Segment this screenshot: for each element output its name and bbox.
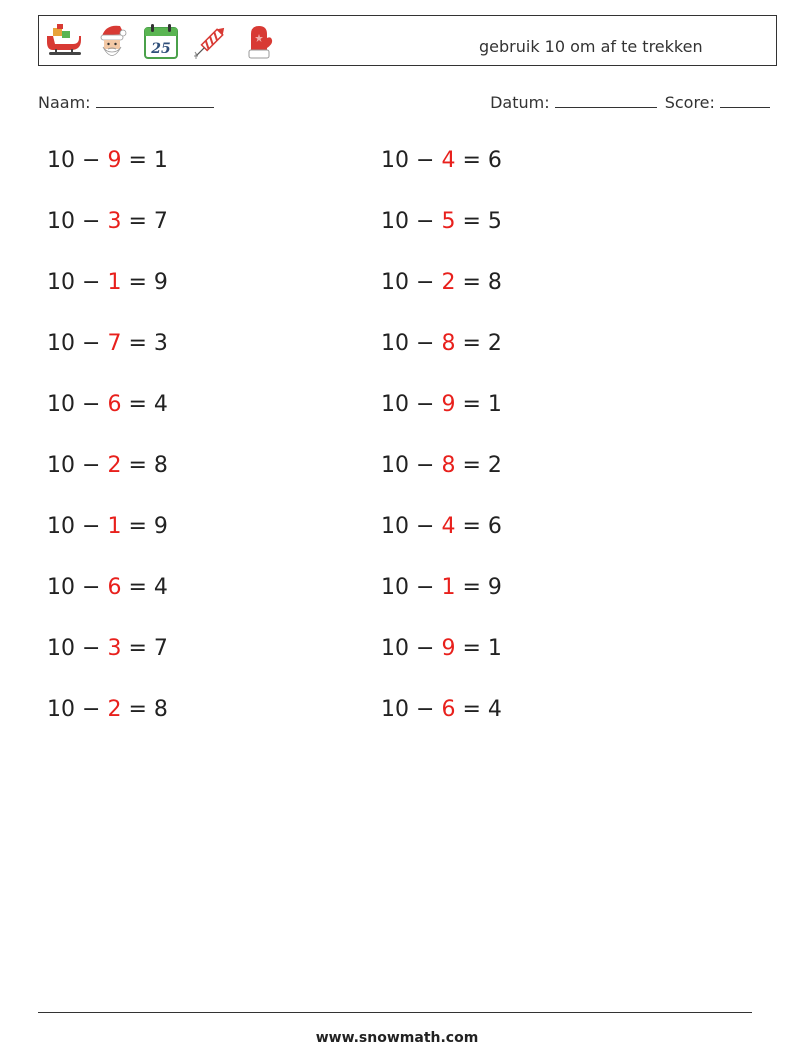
minuend: 10 (47, 331, 75, 356)
problem-row (47, 209, 168, 234)
minus-sign: − (82, 392, 101, 417)
problem-row (381, 636, 502, 661)
answer-value: 2 (107, 453, 122, 478)
minuend: 10 (381, 697, 409, 722)
answer-value: 5 (441, 209, 456, 234)
minus-sign: − (82, 636, 101, 661)
equals-sign: = (128, 453, 147, 478)
answer-value: 8 (441, 331, 456, 356)
problem-row (47, 636, 168, 661)
problem-row (47, 453, 168, 478)
equals-sign: = (462, 636, 481, 661)
minus-sign: − (82, 209, 101, 234)
equals-sign: = (462, 331, 481, 356)
name-line (96, 93, 214, 108)
name-field (38, 93, 214, 112)
equals-sign: = (128, 697, 147, 722)
minus-sign: − (416, 331, 435, 356)
minus-sign: − (416, 697, 435, 722)
answer-value: 4 (441, 514, 456, 539)
equals-sign: = (462, 270, 481, 295)
minus-sign: − (82, 514, 101, 539)
problem-row (47, 331, 168, 356)
worksheet-title: gebruik 10 om af te trekken (479, 37, 703, 56)
equals-sign: = (128, 514, 147, 539)
equals-sign: = (128, 392, 147, 417)
difference: 7 (153, 209, 168, 234)
difference: 4 (153, 392, 168, 417)
difference: 9 (153, 514, 168, 539)
equals-sign: = (462, 209, 481, 234)
date-score-fields (490, 93, 770, 112)
problem-row (381, 209, 502, 234)
problem-row (47, 148, 168, 173)
problem-row (47, 514, 168, 539)
minus-sign: − (416, 148, 435, 173)
difference: 2 (487, 331, 502, 356)
minuend: 10 (381, 148, 409, 173)
problem-row (381, 514, 502, 539)
answer-value: 6 (107, 575, 122, 600)
answer-value: 8 (441, 453, 456, 478)
problem-row (381, 697, 502, 722)
difference: 4 (153, 575, 168, 600)
minuend: 10 (381, 514, 409, 539)
problem-row (381, 575, 502, 600)
footer-divider (38, 1012, 752, 1013)
problem-row (47, 575, 168, 600)
minuend: 10 (381, 453, 409, 478)
answer-value: 4 (441, 148, 456, 173)
answer-value: 3 (107, 209, 122, 234)
difference: 8 (153, 697, 168, 722)
calendar-day: 25 (151, 41, 171, 57)
minuend: 10 (47, 209, 75, 234)
equals-sign: = (128, 148, 147, 173)
minus-sign: − (82, 575, 101, 600)
equals-sign: = (462, 392, 481, 417)
score-line (720, 93, 770, 108)
answer-value: 1 (107, 514, 122, 539)
problem-row (381, 331, 502, 356)
difference: 6 (487, 514, 502, 539)
difference: 1 (487, 392, 502, 417)
equals-sign: = (128, 636, 147, 661)
answer-value: 2 (107, 697, 122, 722)
answer-value: 6 (107, 392, 122, 417)
difference: 3 (153, 331, 168, 356)
answer-value: 9 (441, 392, 456, 417)
minuend: 10 (47, 148, 75, 173)
minus-sign: − (416, 514, 435, 539)
minus-sign: − (82, 270, 101, 295)
sleigh-icon (43, 22, 83, 62)
minus-sign: − (416, 270, 435, 295)
difference: 7 (153, 636, 168, 661)
answer-value: 7 (107, 331, 122, 356)
equals-sign: = (462, 148, 481, 173)
minuend: 10 (47, 514, 75, 539)
minuend: 10 (47, 453, 75, 478)
score-label: Score: (664, 93, 715, 112)
score-field (665, 93, 770, 112)
equals-sign: = (128, 270, 147, 295)
minuend: 10 (47, 697, 75, 722)
difference: 1 (153, 148, 168, 173)
equals-sign: = (462, 514, 481, 539)
header-icons (43, 22, 279, 62)
minus-sign: − (82, 148, 101, 173)
difference: 9 (153, 270, 168, 295)
difference: 6 (487, 148, 502, 173)
equals-sign: = (128, 209, 147, 234)
minus-sign: − (82, 453, 101, 478)
date-label: Datum: (490, 93, 550, 112)
answer-value: 9 (441, 636, 456, 661)
minus-sign: − (416, 209, 435, 234)
answer-value: 6 (441, 697, 456, 722)
minuend: 10 (381, 270, 409, 295)
minuend: 10 (47, 636, 75, 661)
equals-sign: = (128, 331, 147, 356)
difference: 2 (487, 453, 502, 478)
minuend: 10 (47, 575, 75, 600)
problem-row (381, 270, 502, 295)
minuend: 10 (381, 636, 409, 661)
problem-row (381, 392, 502, 417)
minus-sign: − (82, 331, 101, 356)
answer-value: 9 (107, 148, 122, 173)
difference: 8 (487, 270, 502, 295)
difference: 4 (487, 697, 502, 722)
minuend: 10 (47, 270, 75, 295)
difference: 1 (487, 636, 502, 661)
minuend: 10 (381, 392, 409, 417)
answer-value: 1 (441, 575, 456, 600)
equals-sign: = (462, 697, 481, 722)
minus-sign: − (416, 636, 435, 661)
problem-row (47, 697, 168, 722)
santa-icon (92, 22, 132, 62)
problem-row (381, 148, 502, 173)
problem-row (381, 453, 502, 478)
equals-sign: = (128, 575, 147, 600)
date-field (490, 93, 657, 112)
firework-rocket-icon (190, 22, 230, 62)
minus-sign: − (82, 697, 101, 722)
difference: 8 (153, 453, 168, 478)
date-line (555, 93, 657, 108)
worksheet-header (38, 15, 777, 66)
minus-sign: − (416, 392, 435, 417)
minuend: 10 (381, 331, 409, 356)
answer-value: 1 (107, 270, 122, 295)
answer-value: 3 (107, 636, 122, 661)
minus-sign: − (416, 575, 435, 600)
difference: 5 (487, 209, 502, 234)
footer-url: www.snowmath.com (315, 1030, 479, 1046)
mitten-icon (239, 22, 279, 62)
difference: 9 (487, 575, 502, 600)
calendar-25-icon (141, 22, 181, 62)
minuend: 10 (381, 209, 409, 234)
minuend: 10 (47, 392, 75, 417)
equals-sign: = (462, 453, 481, 478)
minuend: 10 (381, 575, 409, 600)
problem-row (47, 392, 168, 417)
problem-row (47, 270, 168, 295)
answer-value: 2 (441, 270, 456, 295)
name-label: Naam: (38, 93, 91, 112)
minus-sign: − (416, 453, 435, 478)
equals-sign: = (462, 575, 481, 600)
